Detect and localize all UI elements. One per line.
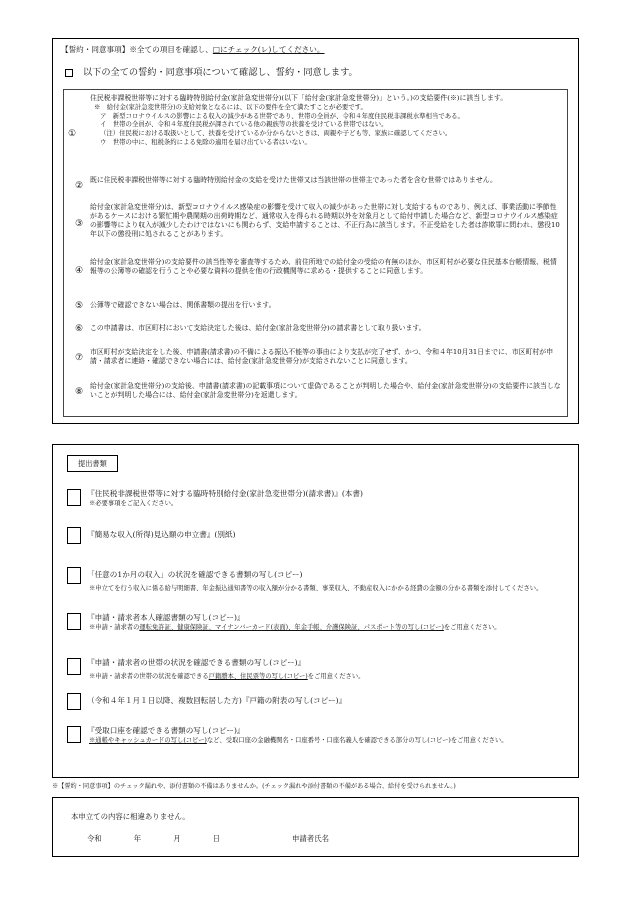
pledge-item: ⑧ 給付金(家計急変世帯分)の支給後、申請書(請求書)の記載事項について虚偽であることが判明した場合や、給付金(家計急変世帯分)の支給要件に該当しないことが判明した場合には、給付金(家計急変世帯分)を返還します。 xyxy=(74,382,561,400)
pledge-items xyxy=(63,89,568,417)
pledge-item: ⑤ 公簿等で確認できない場合は、関係書類の提出を行います。 xyxy=(74,301,276,311)
pledge-item: ⑥ この申請書は、市区町村において支給決定した後は、給付金(家計急変世帯分)の請求書として取り扱います。 xyxy=(74,324,426,334)
document-checkbox[interactable] xyxy=(67,693,81,710)
footnote: ※【誓約・同意事項】のチェック漏れや、添付書類の不備はありませんか。(チェック漏れや添付書類の不備がある場合、給付を受けられません。) xyxy=(52,783,456,790)
pledge-header: 【誓約・同意事項】※全ての項目を確認し、□にチェック(レ)してください。 xyxy=(61,45,325,54)
day-label: 日 xyxy=(212,834,221,843)
document-checkbox[interactable] xyxy=(67,726,81,743)
month-label: 月 xyxy=(173,834,181,843)
pledge-item: ② 既に住民税非課税世帯等に対する臨時特別給付金の支給を受けた世帯又は当該世帯の世帯主であった者を含む世帯ではありません。 xyxy=(74,176,497,191)
document-row: 『受取口座を確認できる書類の写し(コピー)』 ※通帳やキャッシュカードの写し(コピー)など、受取口座の金融機関名・口座番号・口座名義人を確認できる部分の写し(コピー)をご用意ください。 xyxy=(67,726,570,746)
documents-label: 提出書類 xyxy=(67,455,118,472)
document-checkbox[interactable] xyxy=(67,613,81,630)
pledge-item: ③ 給付金(家計急変世帯分)は、新型コロナウイルス感染症の影響を受けて収入の減少があった世帯に対し支給するものであり、例えば、事業活動に季節性があるケースにおける繁忙期や農閑期の出荷時期など、通常収入を得られる時期以外を対象月として給付申請した場合など、新型コロナウイルス感染症の影響等により収入が減少したわけではないにも関わらず、支給申請することは、不正行為に該当します。不正受給をした者は詐欺罪に問われ、懲役10年以下の懲役刑に処されることがあります。 xyxy=(74,203,560,239)
confirmation-text: 本申立ての内容に相違ありません。 xyxy=(71,812,190,821)
document-checkbox[interactable] xyxy=(67,489,81,506)
document-row: （令和４年１月１日以降、複数回転居した方)『戸籍の附表の写し(コピー)』 xyxy=(67,693,570,710)
confirmation-section xyxy=(52,797,579,857)
document-checkbox[interactable] xyxy=(67,567,81,584)
documents-section xyxy=(52,444,579,778)
document-row: 『申請・請求者の世帯の状況を確認できる書類の写し(コピー)』 ※申請・請求者の世帯の状況を確認できる戸籍謄本、住民票等の写し(コピー)をご用意ください。 xyxy=(67,658,570,682)
agree-all-label: 以下の全ての誓約・同意事項について確認し、誓約・同意します。 xyxy=(83,67,358,78)
pledge-item: ⑦ 市区町村が支給決定をした後、申請書(請求書)の不備による振込不能等の事由により支払が完了せず、かつ、令和４年10月31日までに、市区町村が申請・請求者に連絡・確認できない場合には、給付金(家計急変世帯分)が支給されないことに同意します。 xyxy=(74,348,554,366)
document-checkbox[interactable] xyxy=(67,527,81,544)
document-row: 「任意の1か月の収入」の状況を確認できる書類の写し(コピー) ※申立てを行う収入に係る給与明細書、年金振込通知書等の収入額が分かる書類、事業収入、不動産収入にかかる経費の金額の分かる書類を添付してください。 xyxy=(67,567,570,594)
agree-all-row xyxy=(65,67,358,79)
year-label: 年 xyxy=(133,834,142,843)
pledge-section xyxy=(52,38,579,424)
pledge-item: ④ 給付金(家計急変世帯分)の支給要件の該当性等を審査等するため、前住所地での給付金の受給の有無のほか、市区町村が必要な住民基本台帳情報、税情報等の公簿等の確認を行うことや必要な資料の提供を他の行政機関等に求める・提供することに同意します。 xyxy=(74,258,557,276)
document-row: 『住民税非課税世帯等に対する臨時特別給付金(家計急変世帯分)(請求書)』(本書) ※必要事項をご記入ください。 xyxy=(67,489,570,509)
document-checkbox[interactable] xyxy=(67,658,81,675)
agree-all-checkbox[interactable] xyxy=(65,69,73,77)
applicant-name-label: 申請者氏名 xyxy=(292,834,329,843)
pledge-item: ① 住民税非課税世帯等に対する臨時特別給付金(家計急変世帯分)(以下「給付金(家計急変世帯分)」という。)の支給要件(※)に該当します。 ※ 給付金(家計急変世帯分)の支給対象となるには、以下の要件を全て満たすことが必要です。 ア 新型コロナウイルスの影響による収入の減少がある世帯であり、世帯の全員が、令和４年度住民税非課税水準相当である。 イ 世帯の全員が、令和４年度住民税が課されている他の親族等の扶養を受けている世帯ではない。 （注）住民税における取扱いとして、扶養を受けているか分からないときは、両親や子ども等、家族に確認してください。 ウ 世帯の中に、租税条約による免除の適用を届け出ている者はいない。 xyxy=(68,94,508,146)
era-label: 令和 xyxy=(87,834,102,843)
document-row: 『簡易な収入(所得)見込額の申立書』(別紙) xyxy=(67,527,570,544)
document-row: 『申請・請求者本人確認書類の写し(コピー)』 ※申請・請求者の運転免許証、健康保険証、マイナンバーカード(表面)、年金手帳、介護保険証、パスポート等の写し(コピー)をご用意ください。 xyxy=(67,613,570,633)
signature-row xyxy=(87,834,351,843)
